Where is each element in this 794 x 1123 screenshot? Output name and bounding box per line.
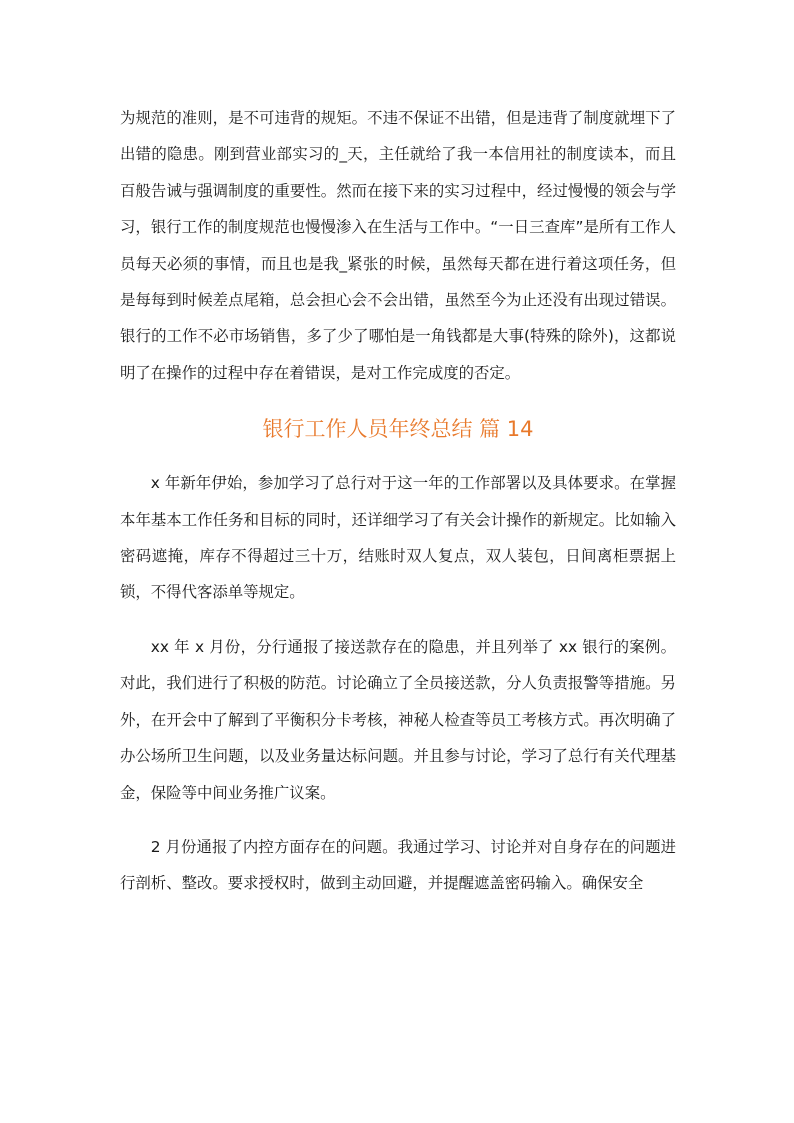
paragraph-3: 2 月份通报了内控方面存在的问题。我通过学习、讨论并对自身存在的问题进行剖析、整改。要求授权时，做到主动回避，并提醒遮盖密码输入。确保安全 bbox=[120, 837, 676, 893]
section-heading: 银行工作人员年终总结 篇 14 bbox=[262, 417, 534, 442]
paragraph-2: xx 年 x 月份，分行通报了接送款存在的隐患，并且列举了 xx 银行的案例。对此，我们进行了积极的防范。讨论确立了全员接送款，分人负责报警等措施。另外，在开会中了解到了平衡积分卡考核，神秘人检查等员工考核方式。再次明确了办公场所卫生问题，以及业务量达标问题。并且参与讨论，学习了总行有关代理基金，保险等中间业务推广议案。 bbox=[120, 637, 676, 802]
document-body bbox=[120, 100, 676, 902]
paragraph-spacer bbox=[120, 811, 676, 829]
paragraph-1: x 年新年伊始，参加学习了总行对于这一年的工作部署以及具体要求。在掌握本年基本工作任务和目标的同时，还详细学习了有关会计操作的新规定。比如输入密码遮掩，库存不得超过三十万，结账时双人复点，双人装包，日间离柜票据上锁，不得代客添单等规定。 bbox=[120, 474, 676, 602]
paragraph-continued: 为规范的准则，是不可违背的规矩。不违不保证不出错，但是违背了制度就埋下了出错的隐患。刚到营业部实习的_天，主任就给了我一本信用社的制度读本，而且百般告诫与强调制度的重要性。然而在接下来的实习过程中，经过慢慢的领会与学习，银行工作的制度规范也慢慢渗入在生活与工作中。“一日三查库”是所有工作人员每天必须的事情，而且也是我_紧张的时候，虽然每天都在进行着这项任务，但是每每到时候差点尾箱，总会担心会不会出错，虽然至今为止还没有出现过错误。银行的工作不必市场销售，多了少了哪怕是一角钱都是大事(特殊的除外)，这都说明了在操作的过程中存在着错误，是对工作完成度的否定。 bbox=[120, 109, 676, 382]
paragraph-spacer bbox=[120, 611, 676, 629]
